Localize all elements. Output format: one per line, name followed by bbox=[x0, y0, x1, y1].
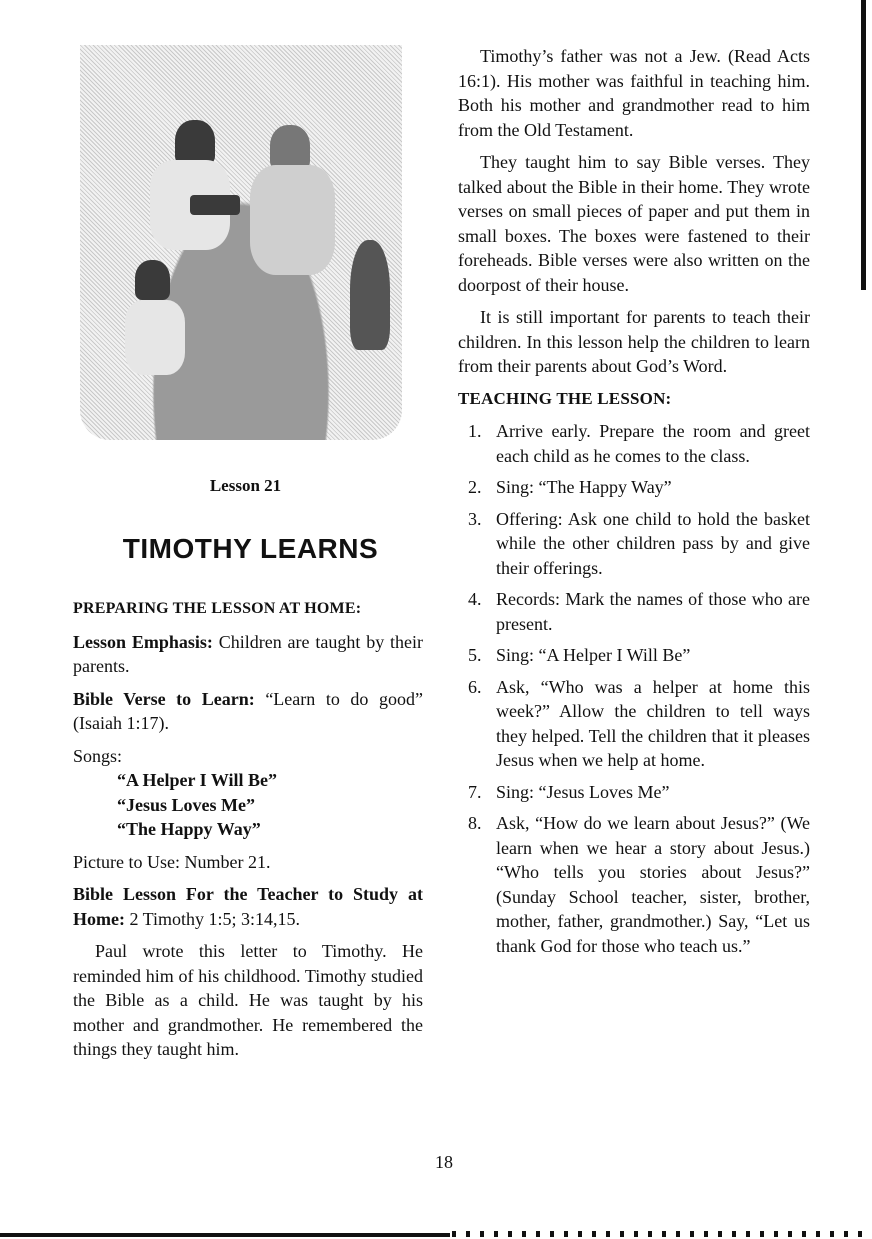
step-item bbox=[458, 507, 810, 581]
song-item: “Jesus Loves Me” bbox=[117, 794, 255, 815]
step-number: 7. bbox=[468, 781, 482, 802]
step-item bbox=[458, 811, 810, 958]
book bbox=[190, 195, 240, 215]
bottom-border bbox=[0, 1233, 450, 1237]
step-item bbox=[458, 780, 810, 805]
lesson-number: Lesson 21 bbox=[209, 476, 282, 495]
step-item bbox=[458, 475, 810, 500]
picture-to-use: Picture to Use: Number 21. bbox=[73, 851, 271, 872]
teaching-heading: TEACHING THE LESSON: bbox=[458, 388, 672, 408]
step-number: 2. bbox=[468, 477, 482, 497]
step-number: 4. bbox=[468, 589, 482, 609]
emphasis-label: Lesson Emphasis: bbox=[73, 631, 213, 652]
right-column bbox=[458, 44, 810, 965]
perforation-dots bbox=[452, 1231, 872, 1237]
step-number: 3. bbox=[468, 508, 482, 529]
study-text: 2 Timothy 1:5; 3:14,15. bbox=[129, 908, 301, 929]
page-title: TIMOTHY LEARNS bbox=[122, 533, 379, 564]
song-item: “A Helper I Will Be” bbox=[117, 770, 278, 790]
paragraph: Paul wrote this letter to Timothy. He reminded him of his childhood. Timothy studied the Bible as a child. He was taught by his mother and grandmother. He remembered the things they taught him. bbox=[73, 941, 423, 1059]
mother-figure bbox=[270, 125, 310, 170]
girl-figure bbox=[350, 240, 390, 350]
step-text: Arrive early. Prepare the room and greet each child as he comes to the class. bbox=[496, 421, 810, 466]
step-item bbox=[458, 643, 810, 668]
step-text: Ask, “How do we learn about Jesus?” (We learn when we hear a story about Jesus.) “Who tells you stories about Jesus?” (Sunday School teacher, sister, brother, mother, father, grandmother.) Say, “Let us thank God for those who teach us.” bbox=[496, 813, 810, 956]
family-reading-illustration bbox=[80, 45, 402, 440]
father-figure bbox=[175, 120, 215, 165]
child-shirt bbox=[125, 300, 185, 375]
step-number: 5. bbox=[468, 645, 482, 665]
lesson-emphasis bbox=[73, 630, 423, 679]
scan-edge bbox=[861, 0, 866, 290]
child-figure bbox=[135, 260, 170, 300]
step-text: Sing: “Jesus Loves Me” bbox=[496, 781, 670, 802]
verse-label: Bible Verse to Learn: bbox=[73, 688, 255, 709]
preparing-section bbox=[73, 597, 423, 1070]
step-text: Records: Mark the names of those who are present. bbox=[496, 589, 810, 634]
study-label: Bible Lesson For the Teacher to Study at Home: bbox=[73, 884, 423, 929]
verse-text: “Learn to do good” (Isaiah 1:17). bbox=[73, 688, 423, 733]
step-number: 8. bbox=[468, 813, 482, 833]
songs-label: Songs: bbox=[73, 745, 123, 766]
step-text: Offering: Ask one child to hold the basket while the other children pass by and give their offerings. bbox=[496, 508, 810, 578]
song-item: “The Happy Way” bbox=[117, 819, 261, 839]
page-number: 18 bbox=[435, 1152, 453, 1172]
step-number: 1. bbox=[468, 421, 482, 441]
step-item bbox=[458, 675, 810, 773]
step-text: Sing: “A Helper I Will Be” bbox=[496, 645, 691, 665]
step-text: Ask, “Who was a helper at home this week?” Allow the children to tell ways they helped. Tell the children that it pleases Jesus when we help at home. bbox=[496, 676, 810, 770]
preparing-heading: PREPARING THE LESSON AT HOME: bbox=[73, 600, 362, 617]
step-item bbox=[458, 587, 810, 636]
paragraph: They taught him to say Bible verses. They talked about the Bible in their home. They wrote verses on small pieces of paper and put them in small boxes. The boxes were fastened to their foreheads. Bible verses were also written on the doorpost of their house. bbox=[458, 152, 810, 295]
songs-list bbox=[73, 768, 423, 842]
mother-dress bbox=[250, 165, 335, 275]
study-reference bbox=[73, 882, 423, 931]
bible-verse bbox=[73, 687, 423, 736]
teaching-steps bbox=[458, 419, 810, 958]
step-text: Sing: “The Happy Way” bbox=[496, 477, 672, 497]
paragraph: It is still important for parents to teach their children. In this lesson help the children to learn from their parents about God’s Word. bbox=[458, 307, 810, 376]
step-number: 6. bbox=[468, 676, 482, 697]
step-item bbox=[458, 419, 810, 468]
emphasis-text: Children are taught by their parents. bbox=[73, 631, 424, 676]
paragraph: Timothy’s father was not a Jew. (Read Acts 16:1). His mother was faithful in teaching him. Both his mother and grandmother read to him from the Old Testament. bbox=[458, 46, 810, 140]
